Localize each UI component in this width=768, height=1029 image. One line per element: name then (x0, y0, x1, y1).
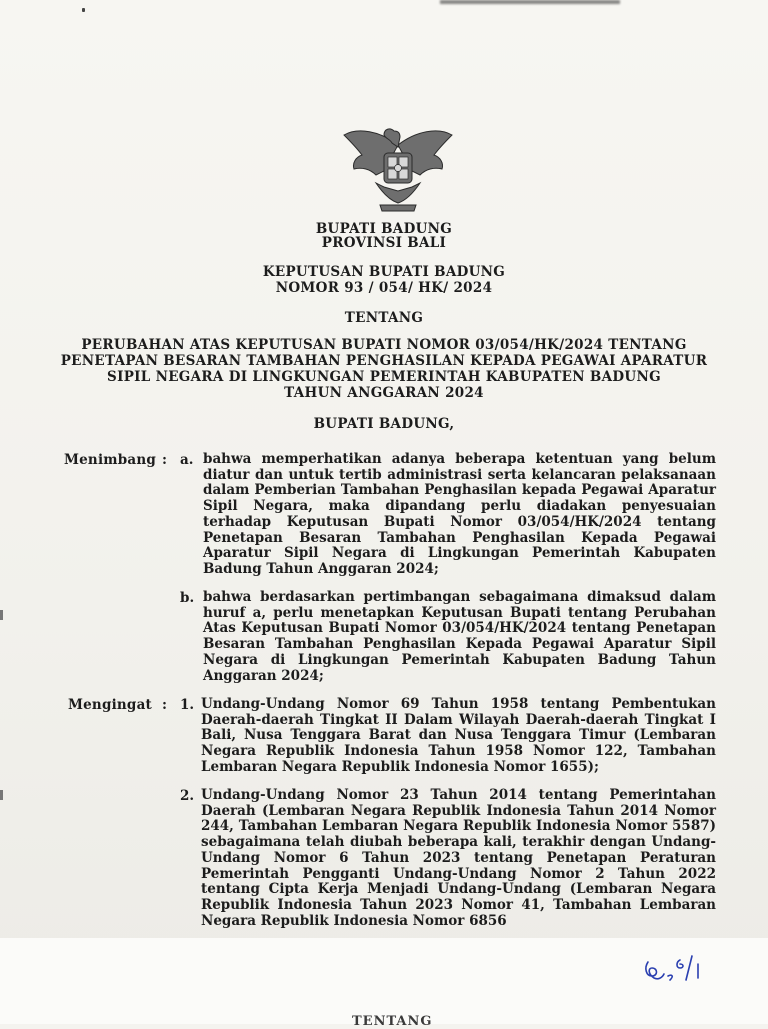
scan-speck (82, 8, 85, 12)
item-marker: a. (180, 452, 194, 468)
authority-province: PROVINSI BALI (321, 235, 447, 251)
consideration-a: bahwa memperhatikan adanya beberapa ketentuan yang belum diatur dan untuk tertib administrasi serta kelancaran pelaksanaan dalam Pemberian Tambahan Penghasilan kepada Pegawai Aparatur Sipil Negara, maka dipandang perlu diadakan penyesuaian terhadap Keputusan Bupati Nomor 03/054/HK/2024 tentang Penetapan Besaran Tambahan Penghasilan Kepada Pegawai Aparatur Sipil Negara di Lingkungan Pemerintah Kabupaten Badung Tahun Anggaran 2024; (203, 451, 716, 577)
subject-line: TAHUN ANGGARAN 2024 (284, 385, 484, 401)
issuer-heading: BUPATI BADUNG, (313, 416, 455, 432)
about-heading: TENTANG (344, 310, 424, 326)
scan-edge-mark (0, 610, 3, 620)
subject-line: SIPIL NEGARA DI LINGKUNGAN PEMERINTAH KABUPATEN BADUNG (107, 369, 661, 385)
menimbang-label: Menimbang (64, 452, 157, 468)
paraf-signature (640, 950, 720, 986)
item-marker: b. (180, 590, 195, 606)
item-marker: 2. (180, 788, 195, 804)
consideration-b: bahwa berdasarkan pertimbangan sebagaimana dimaksud dalam huruf a, perlu menetapkan Keputusan Bupati tentang Perubahan Atas Keputusan Bupati Nomor 03/054/HK/2024 tentang Penetapan Besaran Tambahan Penghasilan Kepada Pegawai Aparatur Sipil Negara di Lingkungan Pemerintah Kabupaten Badung Tahun Anggaran 2024; (203, 589, 716, 684)
menimbang-colon: : (162, 452, 167, 468)
legal-basis-2: Undang-Undang Nomor 23 Tahun 2014 tentang Pemerintahan Daerah (Lembaran Negara Republik Indonesia Tahun 2014 Nomor 244, Tambahan Lembaran Negara Republik Indonesia Nomor 5587) sebagaimana telah diubah beberapa kali, terakhir dengan Undang-Undang Nomor 6 Tahun 2023 tentang Penetapan Peraturan Pemerintah Pengganti Undang-Undang Nomor 2 Tahun 2022 tentang Cipta Kerja Menjadi Undang-Undang (Lembaran Negara Republik Indonesia Tahun 2023 Nomor 41, Tambahan Lembaran Negara Republik Indonesia Nomor 6856 (201, 787, 716, 929)
decree-number: NOMOR 93 / 054/ HK/ 2024 (275, 280, 493, 296)
scan-shadow (440, 0, 620, 4)
garuda-emblem-icon (340, 125, 456, 217)
mengingat-label: Mengingat (68, 697, 152, 713)
next-page-catchword: TENTANG (352, 1014, 433, 1029)
legal-basis-1: Undang-Undang Nomor 69 Tahun 1958 tentang Pembentukan Daerah-daerah Tingkat II Dalam Wilayah Daerah-daerah Tingkat I Bali, Nusa Tenggara Barat dan Nusa Tenggara Timur (Lembaran Negara Republik Indonesia Tahun 1958 Nomor 122, Tambahan Lembaran Negara Republik Indonesia Nomor 1655); (201, 696, 716, 775)
authority-name: BUPATI BADUNG (315, 221, 453, 237)
decree-title: KEPUTUSAN BUPATI BADUNG (262, 264, 506, 280)
item-marker: 1. (180, 697, 195, 713)
subject-line: PENETAPAN BESARAN TAMBAHAN PENGHASILAN KEPADA PEGAWAI APARATUR (60, 353, 708, 369)
scan-edge-mark (0, 790, 3, 800)
subject-line: PERUBAHAN ATAS KEPUTUSAN BUPATI NOMOR 03/054/HK/2024 TENTANG (81, 337, 687, 353)
mengingat-colon: : (162, 697, 167, 713)
